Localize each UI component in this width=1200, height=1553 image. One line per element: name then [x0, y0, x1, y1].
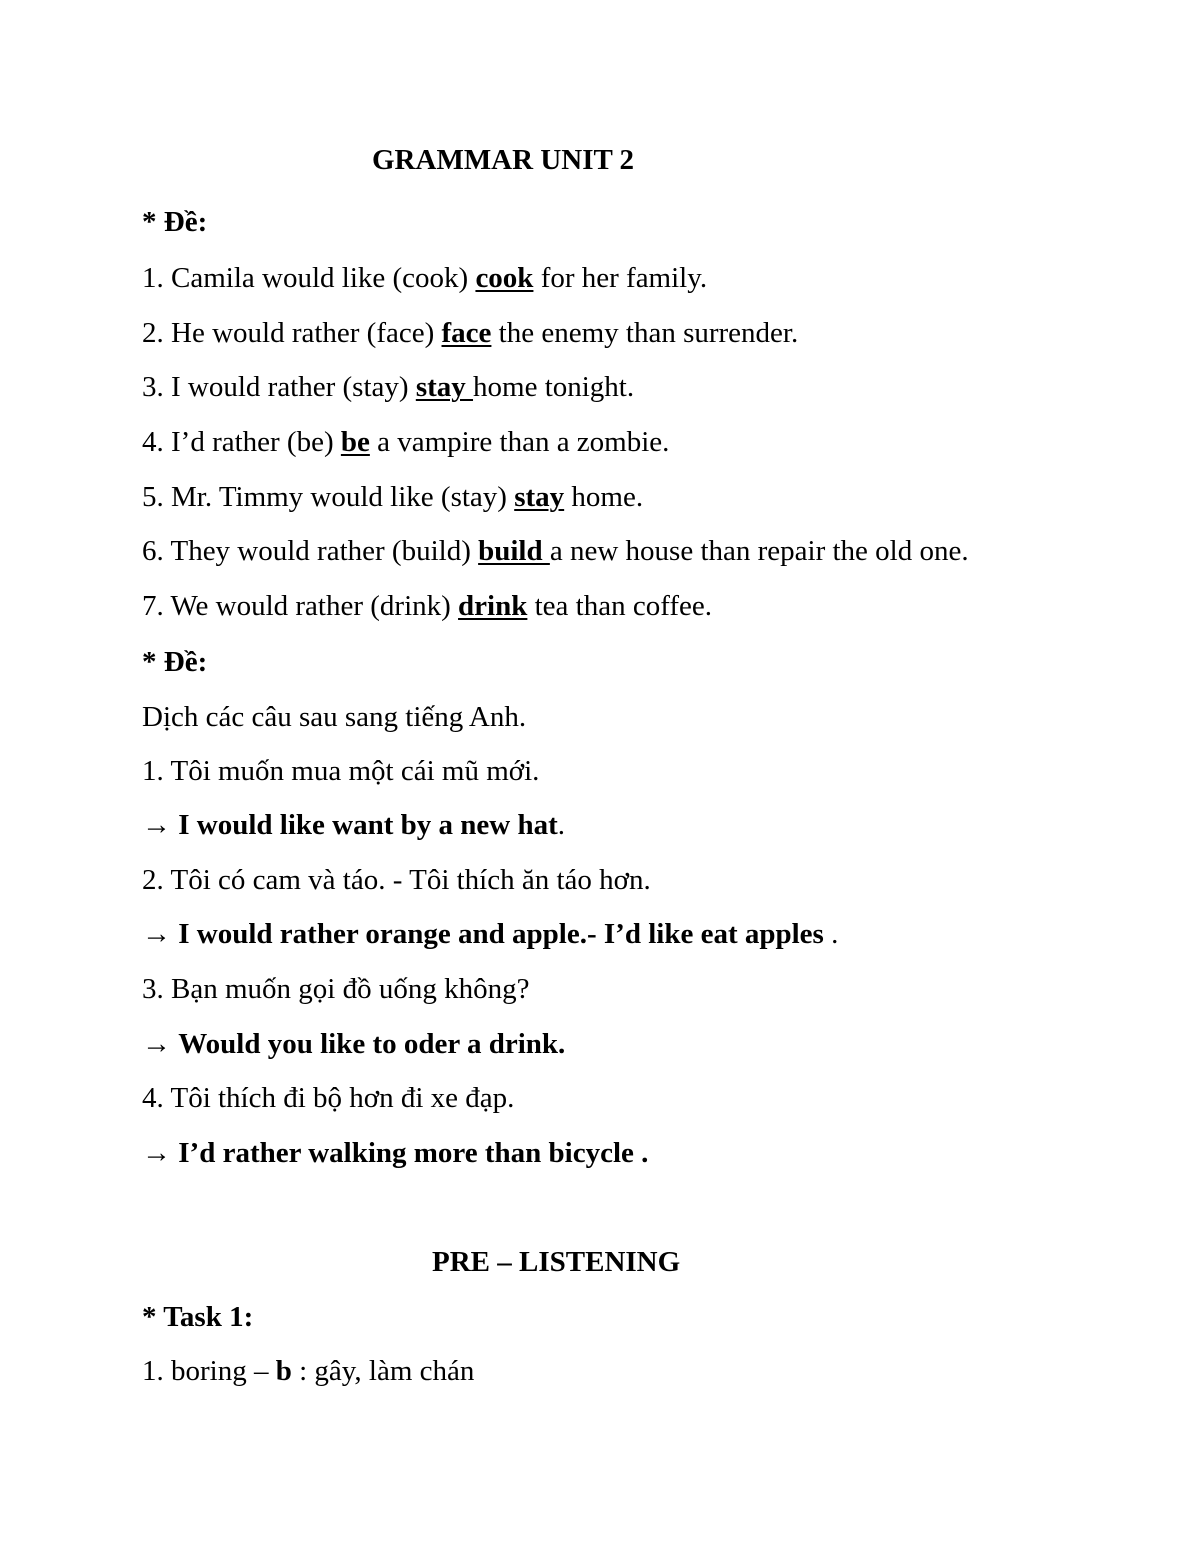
arrow-icon: → — [142, 809, 179, 841]
item-text: home tonight. — [473, 371, 635, 403]
item-answer: stay — [415, 371, 474, 403]
exercise-item — [142, 373, 634, 402]
exercise-item — [142, 319, 798, 348]
item-answer: stay — [514, 481, 565, 513]
item-text: 6. They would rather (build) — [142, 535, 479, 567]
answer-text: Would you like to oder a drink. — [178, 1028, 566, 1060]
item-text: the enemy than surrender. — [491, 317, 799, 349]
item-answer: build — [478, 535, 550, 567]
item-text: for her family. — [533, 262, 708, 294]
exercise-item — [142, 592, 712, 621]
exercise-item — [142, 537, 969, 566]
arrow-icon: → — [142, 1028, 179, 1060]
item-text: a new house than repair the old one. — [549, 535, 969, 567]
item-answer: cook — [475, 262, 534, 294]
section-heading-exercise: * Đề: — [142, 206, 208, 238]
item-answer: be — [340, 426, 370, 458]
answer-text: I would like want by a new hat — [178, 809, 558, 841]
item-text: tea than coffee. — [527, 590, 713, 622]
item-text: 4. I’d rather (be) — [142, 426, 341, 458]
vocab-meaning: : gây, làm chán — [291, 1355, 475, 1387]
item-text: 3. I would rather (stay) — [142, 371, 416, 403]
translation-question: 4. Tôi thích đi bộ hơn đi xe đạp. — [142, 1082, 515, 1114]
exercise-item — [142, 264, 707, 293]
translation-question: 2. Tôi có cam và táo. - Tôi thích ăn táo hơn. — [142, 864, 651, 896]
task-heading: * Task 1: — [142, 1301, 254, 1333]
answer-tail: . — [557, 809, 565, 841]
translation-answer — [142, 1030, 565, 1059]
item-answer: face — [441, 317, 492, 349]
arrow-icon: → — [142, 1137, 179, 1169]
answer-tail: . — [823, 918, 839, 950]
translation-answer — [142, 811, 565, 840]
section-title-pre-listening: PRE – LISTENING — [432, 1246, 681, 1278]
translation-answer — [142, 1139, 648, 1168]
page-title: GRAMMAR UNIT 2 — [372, 144, 635, 176]
exercise-item — [142, 483, 643, 512]
item-text: a vampire than a zombie. — [369, 426, 670, 458]
section-heading-translation: * Đề: — [142, 646, 208, 678]
vocab-item — [142, 1357, 474, 1386]
item-text: 7. We would rather (drink) — [142, 590, 459, 622]
translation-question: 3. Bạn muốn gọi đồ uống không? — [142, 973, 530, 1005]
item-answer: drink — [458, 590, 528, 622]
item-text: home. — [564, 481, 644, 513]
translation-answer — [142, 920, 838, 949]
vocab-letter: b — [275, 1355, 292, 1387]
vocab-word: 1. boring – — [142, 1355, 276, 1387]
instruction-text: Dịch các câu sau sang tiếng Anh. — [142, 701, 527, 733]
answer-text: I’d rather walking more than bicycle . — [178, 1137, 649, 1169]
item-text: 1. Camila would like (cook) — [142, 262, 476, 294]
translation-question: 1. Tôi muốn mua một cái mũ mới. — [142, 755, 540, 787]
item-text: 2. He would rather (face) — [142, 317, 442, 349]
answer-text: I would rather orange and apple.- I’d like eat apples — [178, 918, 824, 950]
item-text: 5. Mr. Timmy would like (stay) — [142, 481, 515, 513]
exercise-item — [142, 428, 669, 457]
arrow-icon: → — [142, 918, 179, 950]
